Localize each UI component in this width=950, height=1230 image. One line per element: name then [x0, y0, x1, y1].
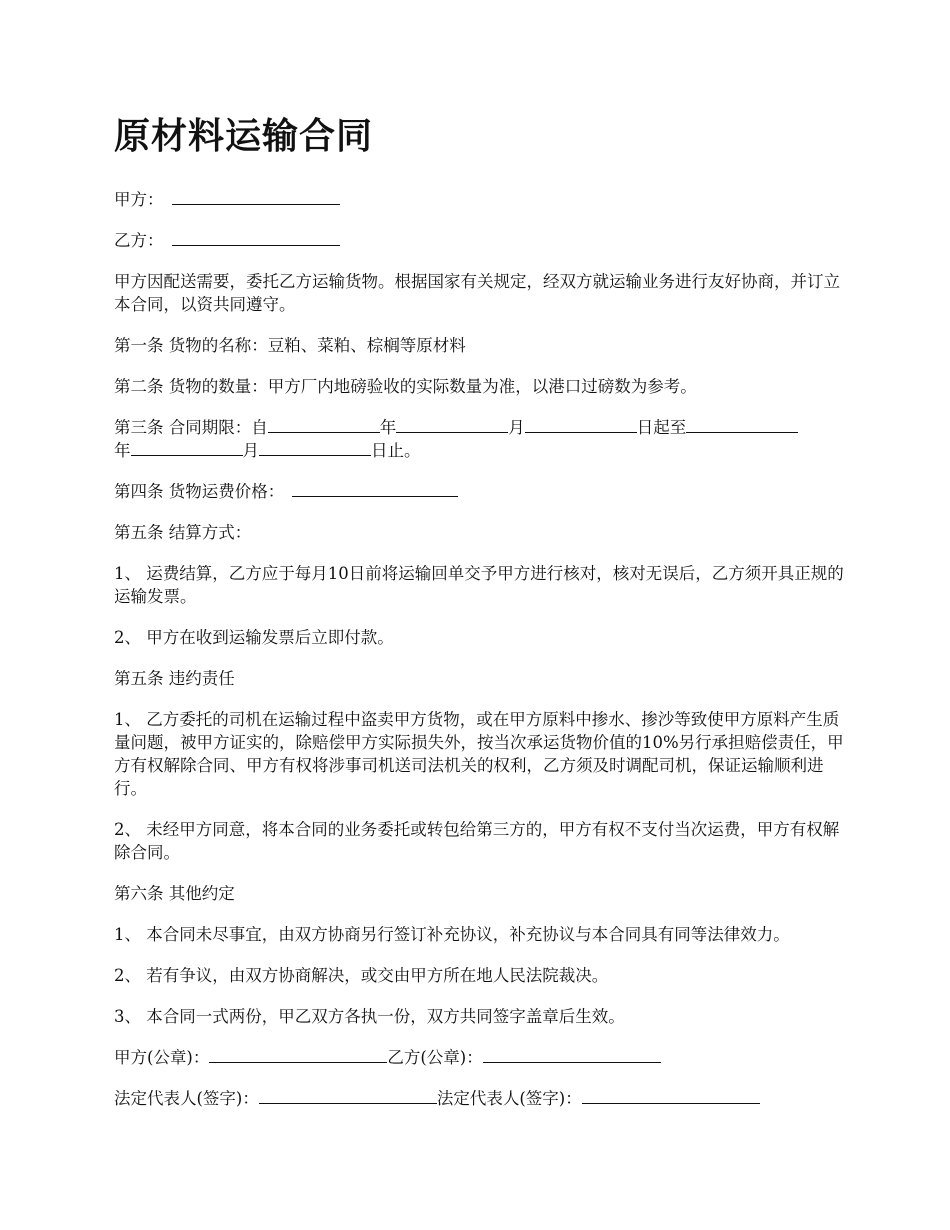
liability-item-2: 2、 未经甲方同意，将本合同的业务委托或转包给第三方的，甲方有权不支付当次运费，甲方有权解除合同。: [114, 820, 840, 862]
article-3-year1: 年: [379, 418, 397, 437]
party-b-label: 乙方：: [114, 231, 164, 250]
article-6-item-1: 1、 本合同未尽事宜，由双方协商另行签订补充协议，补充协议与本合同具有同等法律效力。: [114, 925, 790, 944]
intro-paragraph: 甲方因配送需要，委托乙方运输货物。根据国家有关规定，经双方就运输业务进行友好协商，并订立本合同，以资共同遵守。: [114, 272, 840, 314]
party-b-line: [114, 229, 844, 252]
party-a-rep-label: 法定代表人(签字)：: [114, 1089, 259, 1108]
price-blank: [292, 480, 458, 497]
article-5-item-2: 2、 甲方在收到运输发票后立即付款。: [114, 628, 394, 647]
end-year-prefix-blank: [686, 416, 798, 433]
article-4: [114, 480, 844, 503]
contract-page: [114, 110, 844, 1128]
representative-line: [114, 1087, 844, 1110]
article-5-item-1: 1、 运费结算，乙方应于每月10日前将运输回单交予甲方进行核对，核对无误后，乙方须开具正规的运输发票。: [114, 564, 844, 606]
end-month-blank: [131, 439, 243, 456]
party-b-rep-blank: [582, 1087, 760, 1104]
start-year-blank: [268, 416, 380, 433]
party-b-seal-label: 乙方(公章)：: [387, 1048, 483, 1067]
article-6-heading: 第六条 其他约定: [114, 884, 235, 903]
article-3: [114, 416, 844, 462]
start-month-blank: [396, 416, 508, 433]
article-3-prefix: 第三条 合同期限：自: [114, 418, 268, 437]
liability-heading: 第五条 违约责任: [114, 669, 235, 688]
party-a-blank: [172, 188, 340, 205]
party-a-label: 甲方：: [114, 190, 164, 209]
party-a-line: [114, 188, 844, 211]
article-4-label: 第四条 货物运费价格：: [114, 482, 285, 501]
article-6-item-2: 2、 若有争议，由双方协商解决，或交由甲方所在地人民法院裁决。: [114, 966, 609, 985]
party-a-rep-blank: [259, 1087, 437, 1104]
liability-item-1: 1、 乙方委托的司机在运输过程中盗卖甲方货物，或在甲方原料中掺水、掺沙等致使甲方原料产生质量问题，被甲方证实的，除赔偿甲方实际损失外，按当次承运货物价值的10%另行承担赔偿责任，甲方有权解除合同、甲方有权将涉事司机送司法机关的权利，乙方须及时调配司机，保证运输顺利进行。: [114, 710, 844, 798]
article-5-heading: 第五条 结算方式：: [114, 523, 252, 542]
article-3-day-end: 日止。: [371, 441, 421, 460]
end-day-blank: [259, 439, 371, 456]
article-3-month1: 月: [508, 418, 525, 437]
party-a-seal-blank: [209, 1046, 387, 1063]
document-title: 原材料运输合同: [114, 115, 374, 157]
party-b-seal-blank: [483, 1046, 661, 1063]
party-a-seal-label: 甲方(公章)：: [114, 1048, 210, 1067]
party-b-blank: [172, 229, 340, 246]
article-3-day-from: 日起至: [636, 418, 687, 437]
article-1: 第一条 货物的名称：豆粕、菜粕、棕榈等原材料: [114, 336, 466, 355]
start-day-blank: [525, 416, 637, 433]
party-b-rep-label: 法定代表人(签字)：: [436, 1089, 582, 1108]
article-3-month2: 月: [242, 441, 259, 460]
article-6-item-3: 3、 本合同一式两份，甲乙双方各执一份，双方共同签字盖章后生效。: [114, 1007, 625, 1026]
seal-line: [114, 1046, 844, 1069]
article-2: 第二条 货物的数量：甲方厂内地磅验收的实际数量为准，以港口过磅数为参考。: [114, 377, 697, 396]
article-3-year2: 年: [114, 441, 131, 460]
